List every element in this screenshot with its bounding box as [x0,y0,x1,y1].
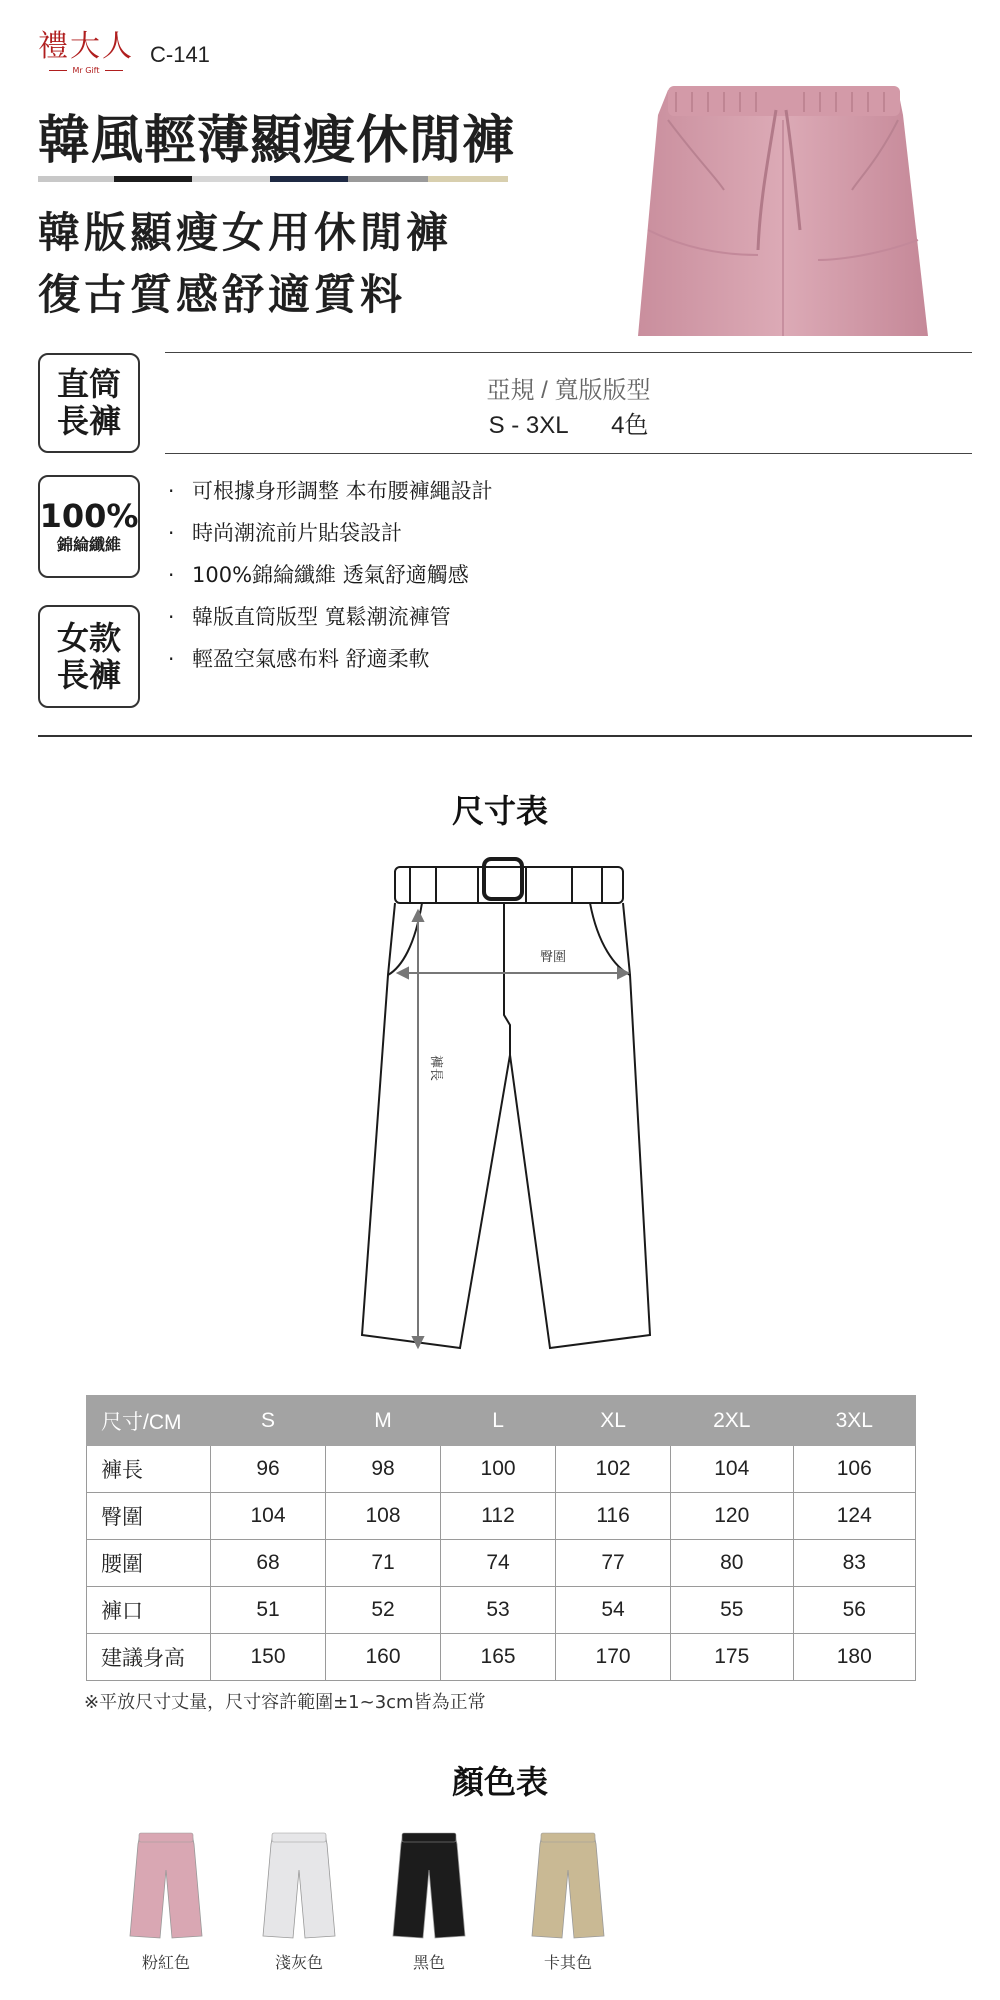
table-cell: 100 [441,1446,556,1493]
table-cell: 98 [326,1446,441,1493]
feature-text: 時尚潮流前片貼袋設計 [192,521,402,545]
table-cell: 175 [671,1634,793,1681]
subtitle-line-2: 復古質感舒適質料 [38,270,407,319]
table-cell: 180 [793,1634,916,1681]
spec-fit: 亞規 / 寬版版型 [486,377,651,404]
color-strip [38,176,508,182]
table-cell: 80 [671,1540,793,1587]
table-cell: 104 [211,1493,326,1540]
table-cell: 77 [556,1540,671,1587]
color-chart-heading: 顏色表 [451,1763,548,1801]
table-cell: 104 [671,1446,793,1493]
divider [165,453,972,454]
table-cell: 56 [793,1587,916,1634]
feature-item: · 100%錦綸纖維 透氣舒適觸感 [168,560,493,602]
section-divider [38,735,972,737]
feature-text: 輕盈空氣感布料 舒適柔軟 [192,647,430,671]
feature-item: · 時尚潮流前片貼袋設計 [168,518,493,560]
color-label: 粉紅色 [141,1953,190,1972]
strip-segment [428,176,508,182]
table-cell: 106 [793,1446,916,1493]
table-cell: 臀圍 [87,1493,211,1540]
color-swatch-khaki [508,1830,628,1970]
brand-logo [38,29,134,75]
feature-item: · 韓版直筒版型 寬鬆潮流褲管 [168,602,493,644]
badge-womens-pants [38,605,140,708]
table-cell: 74 [441,1540,556,1587]
pants-icon [389,1830,469,1942]
table-header-cell: 尺寸/CM [87,1396,211,1446]
table-cell: 112 [441,1493,556,1540]
table-cell: 116 [556,1493,671,1540]
table-row [87,1587,916,1634]
brand-subtitle: Mr Gift [49,66,124,75]
measurement-note: ※平放尺寸丈量，尺寸容許範圍±1~3cm皆為正常 [84,1692,486,1713]
color-label: 淺灰色 [274,1953,323,1972]
strip-segment [270,176,348,182]
badge-line-1: 100% [39,496,139,535]
badge-line-2: 長褲 [56,655,121,694]
badge-nylon-fiber [38,475,140,578]
table-header-cell: S [211,1396,326,1446]
feature-text: 100%錦綸纖維 透氣舒適觸感 [192,563,469,587]
color-swatch-light-gray [239,1830,359,1970]
pants-measurement-diagram [340,855,680,1360]
feature-item: · 輕盈空氣感布料 舒適柔軟 [168,644,493,686]
table-row [87,1493,916,1540]
table-row [87,1634,916,1681]
spec-size-range: S - 3XL [488,412,568,439]
color-swatch-black [369,1830,489,1970]
table-cell: 52 [326,1587,441,1634]
strip-segment [192,176,270,182]
spec-size-colors [165,405,972,440]
table-cell: 褲長 [87,1446,211,1493]
badge-line-2: 錦綸纖維 [56,534,121,554]
brand-name: 禮大人 [38,29,134,64]
badge-line-1: 直筒 [56,365,121,404]
table-cell: 160 [326,1634,441,1681]
divider [165,352,972,353]
table-cell: 53 [441,1587,556,1634]
table-header-cell: XL [556,1396,671,1446]
spec-color-count: 4色 [611,412,649,439]
size-table [86,1395,916,1681]
badge-line-1: 女款 [56,618,121,657]
table-cell: 83 [793,1540,916,1587]
table-header-cell: L [441,1396,556,1446]
table-row [87,1540,916,1587]
feature-item: · 可根據身形調整 本布腰褲繩設計 [168,476,493,518]
table-cell: 54 [556,1587,671,1634]
product-code: C-141 [150,42,210,67]
pants-icon [528,1830,608,1942]
table-cell: 71 [326,1540,441,1587]
table-header-row [87,1396,916,1446]
feature-text: 韓版直筒版型 寬鬆潮流褲管 [192,605,451,629]
color-label: 黑色 [412,1953,445,1972]
main-title: 韓風輕薄顯瘦休閒褲 [38,111,516,171]
table-cell: 51 [211,1587,326,1634]
pants-icon [126,1830,206,1942]
table-cell: 120 [671,1493,793,1540]
strip-segment [38,176,114,182]
strip-segment [114,176,192,182]
table-cell: 96 [211,1446,326,1493]
table-header-cell: M [326,1396,441,1446]
feature-text: 可根據身形調整 本布腰褲繩設計 [192,479,493,503]
feature-list [168,476,493,686]
diagram-hip-label: 臀圍 [540,950,567,965]
color-swatch-pink [106,1830,226,1970]
table-cell: 68 [211,1540,326,1587]
table-header-cell: 3XL [793,1396,916,1446]
pants-icon [259,1830,339,1942]
table-cell: 108 [326,1493,441,1540]
color-label: 卡其色 [543,1953,592,1972]
badge-straight-pants [38,353,140,453]
table-row [87,1446,916,1493]
table-cell: 褲口 [87,1587,211,1634]
product-photo [628,80,948,336]
table-cell: 建議身高 [87,1634,211,1681]
diagram-length-label: 褲長 [428,1055,443,1082]
table-cell: 55 [671,1587,793,1634]
badge-line-2: 長褲 [56,402,121,440]
table-cell: 腰圍 [87,1540,211,1587]
table-cell: 124 [793,1493,916,1540]
table-cell: 102 [556,1446,671,1493]
table-cell: 165 [441,1634,556,1681]
subtitle-line-1: 韓版顯瘦女用休閒褲 [38,208,453,257]
size-chart-heading: 尺寸表 [451,792,548,830]
strip-segment [348,176,428,182]
table-cell: 170 [556,1634,671,1681]
table-cell: 150 [211,1634,326,1681]
table-header-cell: 2XL [671,1396,793,1446]
